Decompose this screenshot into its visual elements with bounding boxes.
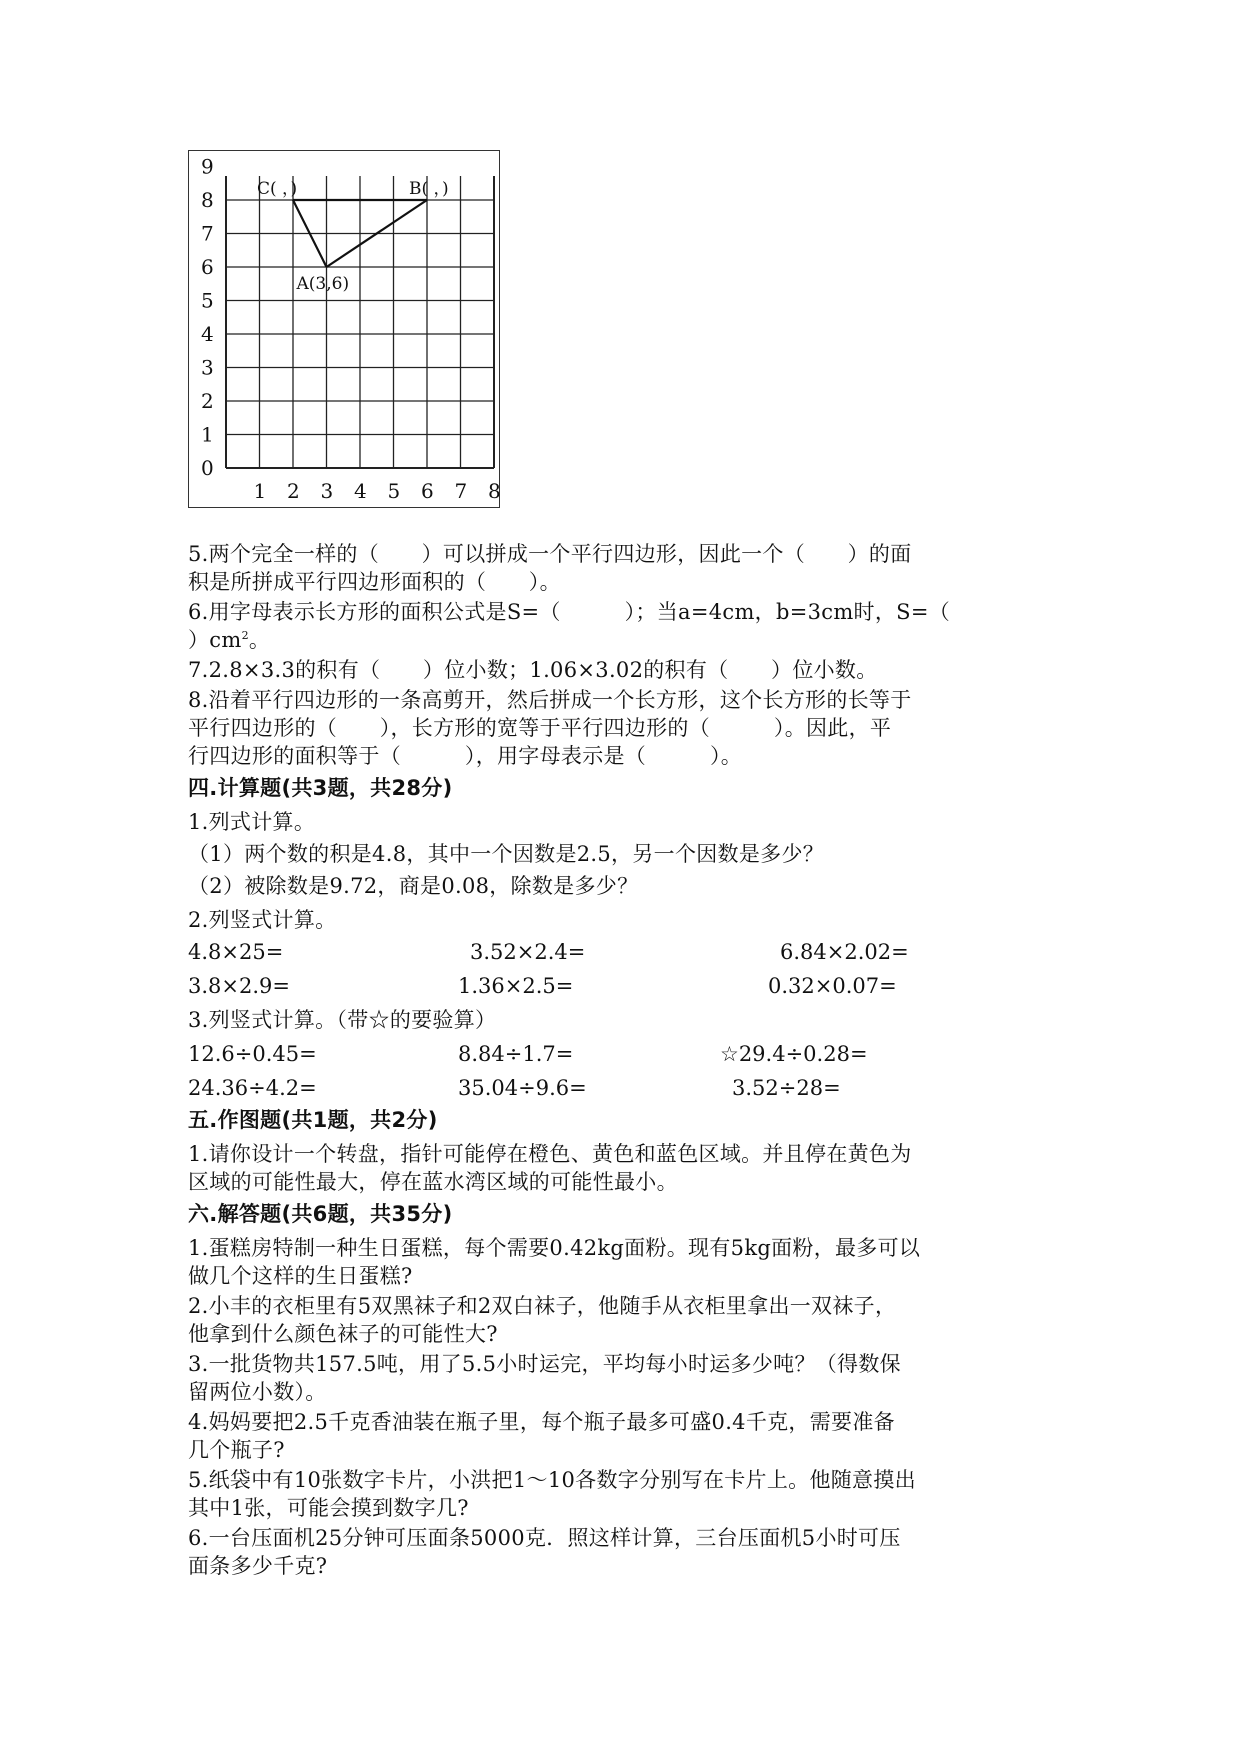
section-4-q2-title: 2.列竖式计算。 <box>188 908 337 932</box>
section-4-q1-title: 1.列式计算。 <box>188 810 316 834</box>
x-tick-label: 8 <box>488 479 501 503</box>
question-6-line-1: 6.用字母表示长方形的面积公式是S=（ ）；当a=4cm，b=3cm时，S=（ <box>188 600 951 624</box>
y-tick-label: 1 <box>201 422 214 447</box>
section-5-q1-line-1: 1.请你设计一个转盘，指针可能停在橙色、黄色和蓝色区域。并且停在黄色为 <box>188 1142 912 1166</box>
section-6-q4-line-2: 几个瓶子? <box>188 1438 285 1462</box>
calc-item: 35.04÷9.6= <box>458 1076 587 1100</box>
calc-item: 6.84×2.02= <box>780 940 909 964</box>
x-tick-label: 1 <box>253 479 267 503</box>
calc-item: 12.6÷0.45= <box>188 1042 317 1066</box>
y-tick-label: 9 <box>201 154 214 179</box>
y-tick-label: 7 <box>201 221 214 246</box>
section-4-q3-title: 3.列竖式计算。（带☆的要验算） <box>188 1008 497 1032</box>
section-6-q2-line-1: 2.小丰的衣柜里有5双黑袜子和2双白袜子，他随手从衣柜里拿出一双袜子， <box>188 1294 897 1318</box>
question-7: 7.2.8×3.3的积有（ ）位小数；1.06×3.02的积有（ ）位小数。 <box>188 658 878 682</box>
question-5-line-2: 积是所拼成平行四边形面积的（ ）。 <box>188 570 561 594</box>
section-6-q5-line-1: 5.纸袋中有10张数字卡片，小洪把1～10各数字分别写在卡片上。他随意摸出 <box>188 1468 916 1492</box>
question-8-line-1: 8.沿着平行四边形的一条高剪开，然后拼成一个长方形，这个长方形的长等于 <box>188 688 912 712</box>
calc-item: 4.8×25= <box>188 940 284 964</box>
calc-item: 8.84÷1.7= <box>458 1042 574 1066</box>
section-6-q3-line-2: 留两位小数）。 <box>188 1380 327 1404</box>
section-5-q1-line-2: 区域的可能性最大，停在蓝水湾区域的可能性最小。 <box>188 1170 678 1194</box>
y-tick-label: 8 <box>201 188 214 212</box>
section-6-q2-line-2: 他拿到什么颜色袜子的可能性大? <box>188 1322 498 1346</box>
calc-item: 1.36×2.5= <box>458 974 574 998</box>
calc-item: 3.52×2.4= <box>470 940 586 964</box>
x-tick-label: 2 <box>287 479 300 503</box>
x-tick-label: 4 <box>354 479 367 503</box>
question-8-line-3: 行四边形的面积等于（ ），用字母表示是（ ）。 <box>188 744 743 768</box>
y-tick-label: 3 <box>201 355 214 380</box>
x-tick-label: 7 <box>454 479 468 503</box>
x-tick-label: 3 <box>320 479 334 503</box>
coordinate-grid-figure <box>188 150 500 508</box>
section-6-q6-line-1: 6.一台压面机25分钟可压面条5000克．照这样计算，三台压面机5小时可压 <box>188 1526 901 1550</box>
section-4-q1-part-b: （2）被除数是9.72，商是0.08，除数是多少？ <box>188 874 639 898</box>
calc-item: 24.36÷4.2= <box>188 1076 317 1100</box>
x-tick-label: 5 <box>387 479 401 503</box>
section-6-q4-line-1: 4.妈妈要把2.5千克香油装在瓶子里，每个瓶子最多可盛0.4千克，需要准备 <box>188 1410 895 1434</box>
calc-item: 0.32×0.07= <box>768 974 897 998</box>
section-6-q1-line-2: 做几个这样的生日蛋糕? <box>188 1264 413 1288</box>
section-6-q1-line-1: 1.蛋糕房特制一种生日蛋糕，每个需要0.42kg面粉。现有5kg面粉，最多可以 <box>188 1236 921 1260</box>
section-5-heading: 五.作图题(共1题，共2分) <box>188 1108 438 1132</box>
section-4-q1-part-a: （1）两个数的积是4.8，其中一个因数是2.5，另一个因数是多少？ <box>188 842 825 866</box>
question-6-unit: ）cm <box>188 628 242 652</box>
y-tick-label: 6 <box>201 255 214 279</box>
section-6-q3-line-1: 3.一批货物共157.5吨，用了5.5小时运完，平均每小时运多少吨？（得数保 <box>188 1352 901 1376</box>
y-tick-label: 5 <box>201 288 214 313</box>
y-tick-label: 0 <box>201 456 214 480</box>
calc-item: ☆29.4÷0.28= <box>720 1042 868 1066</box>
section-6-heading: 六.解答题(共6题，共35分) <box>188 1202 453 1226</box>
section-6-q6-line-2: 面条多少千克? <box>188 1554 328 1578</box>
y-tick-label: 2 <box>201 389 214 413</box>
calc-item: 3.52÷28= <box>732 1076 841 1100</box>
coordinate-grid-svg <box>189 151 501 509</box>
section-6-q5-line-2: 其中1张，可能会摸到数字几? <box>188 1496 469 1520</box>
question-8-line-2: 平行四边形的（ ），长方形的宽等于平行四边形的（ ）。因此，平 <box>188 716 892 740</box>
question-5-line-1: 5.两个完全一样的（ ）可以拼成一个平行四边形，因此一个（ ）的面 <box>188 542 912 566</box>
calc-item: 3.8×2.9= <box>188 974 290 998</box>
x-tick-label: 6 <box>421 479 434 503</box>
point-b-label: B( ，) <box>409 179 449 199</box>
point-a-label: A(3,6) <box>296 274 350 294</box>
y-tick-label: 4 <box>201 322 214 346</box>
point-c-label: C( ，) <box>257 179 298 199</box>
question-6-end: 。 <box>248 628 271 652</box>
superscript-2: 2 <box>241 629 249 642</box>
section-4-heading: 四.计算题(共3题，共28分) <box>188 776 453 800</box>
question-6-line-2 <box>188 626 270 654</box>
